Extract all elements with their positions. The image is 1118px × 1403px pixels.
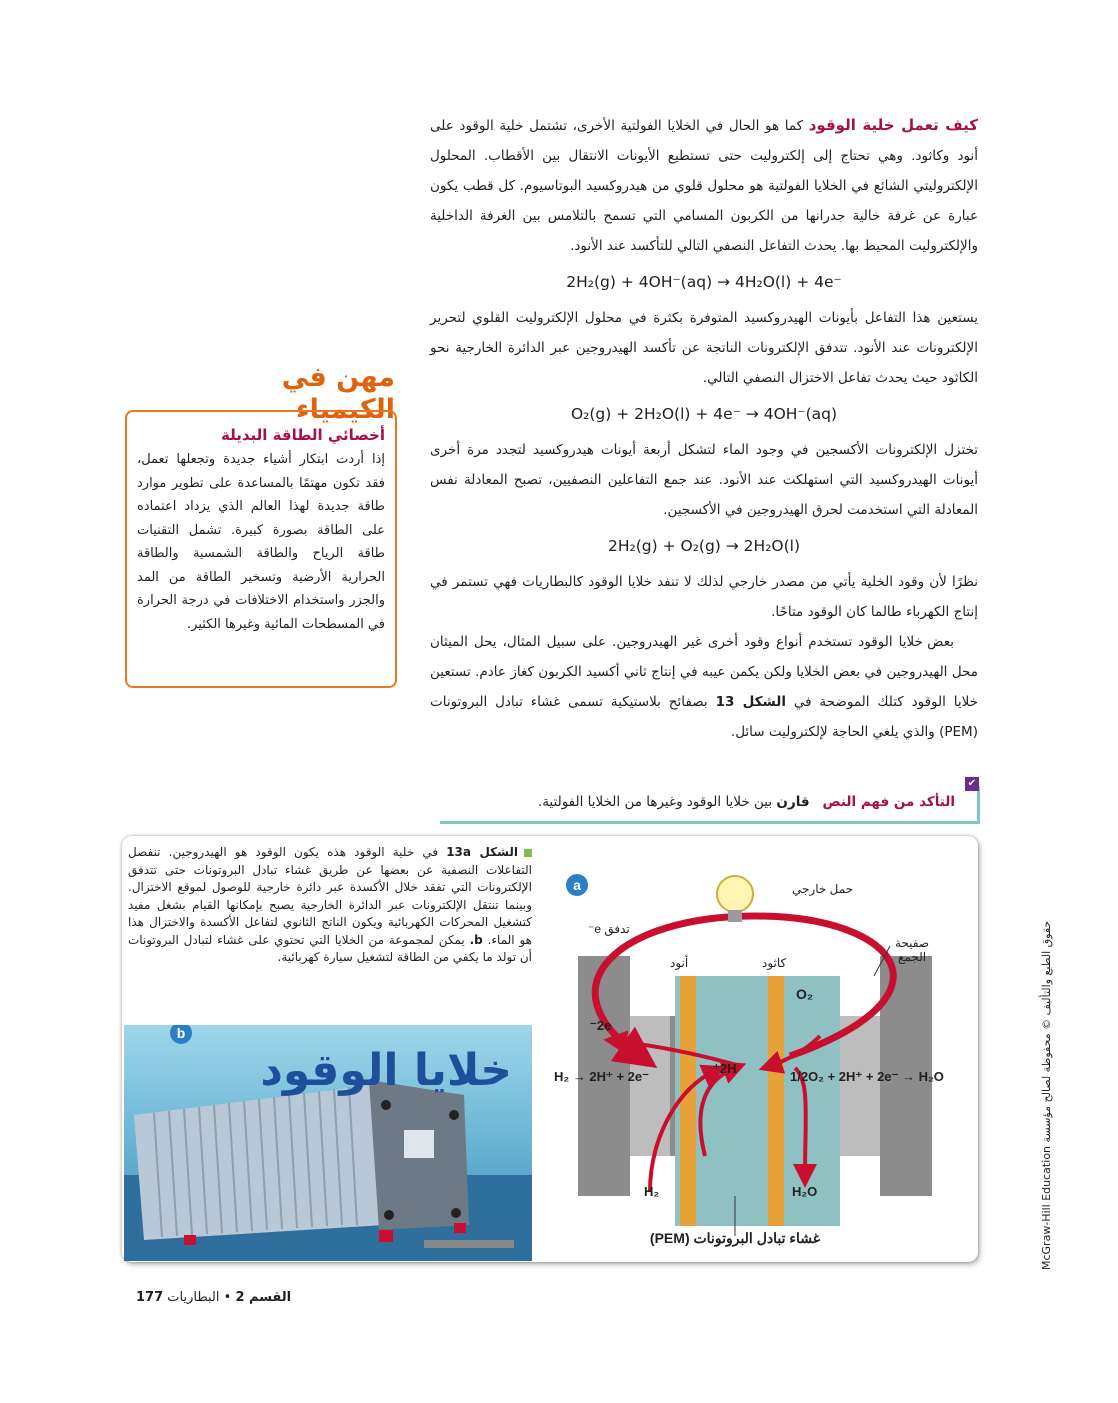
- career-body: إذا أردت ابتكار أشياء جديدة وتجعلها تعمل، فقد تكون مهتمًا بالمساعدة على تطوير موارد طاقة جديدة لهذا العالم الذي يزداد اعتماده على الطاقة بصورة كبيرة. تشمل التقنيات طاقة الرياح والطاقة الشمسية والطاقة الحرارية الأرضية وتسخير الطاقة من المد والجزر واستخدام الاختلافات في درجة الحرارة في المسطحات المائية وغيرها الكثير.: [137, 452, 385, 632]
- paragraph-2: يستعين هذا التفاعل بأيونات الهيدروكسيد المتوفرة بكثرة في محلول الإلكتروليت القلوي لتحرير الإلكترونات عند الأنود. تتدفق الإلكترونات الناتجة عن تأكسد الهيدروجين عبر الدائرة الخارجية نحو الكاثود حيث يحدث تفاعل الاختزال النصفي التالي.: [430, 310, 978, 386]
- reading-check-verb: قارن: [776, 794, 810, 810]
- figure-caption: الشكل 13a في خلية الوقود هذه يكون الوقود هو الهيدروجين. تنفصل التفاعلات النصفية عن بعضها عن طريق غشاء تبادل البروتونات حتى تتدفق الإلكترونات التي تفقد خلال الأكسدة عبر دائرة خارجية للوصول لموقع الاختزال. وبينما تنتقل الإلكترونات عبر الدائرة الخارجية يصبح بإمكانها القيام بشغل مفيد كتشغيل المحركات الكهربائية ويكون الناتج الثانوي لتفاعل الأكسدة والاختزال هذا هو الماء. b. يمكن لمجموعة من الخلايا التي تحتوي على غشاء لتبادل البروتونات أن تولد ما يكفي من الطاقة لتشغيل سيارة كهربائية.: [128, 845, 532, 964]
- reading-check: [455, 794, 955, 810]
- anode-label: أنود: [670, 956, 689, 970]
- career-box: [125, 410, 397, 688]
- paragraph-5: بعض خلايا الوقود تستخدم أنواع وقود أخرى غير الهيدروجين. على سبيل المثال، يحل الميثان محل الهيدروجين في بعض الخلايا ولكن يكمن عيبه في إنتاج ثاني أكسيد الكربون كغاز عادم. تستعين خلايا الوقود كتلك الموضحة في الشكل 13 بصفائح بلاستيكية تسمى غشاء تبادل البروتونات (PEM) والذي يلغي الحاجة لإلكتروليت سائل.: [430, 634, 979, 740]
- photo-label-b: b: [170, 1025, 192, 1044]
- fuel-cell-photo: [124, 1025, 532, 1261]
- pem-label: غشاء تبادل البروتونات (PEM): [649, 1230, 821, 1246]
- cathode-electrode: [768, 976, 784, 1226]
- cathode-label: كاثود: [762, 956, 787, 970]
- fuel-cell-diagram: [540, 856, 970, 1256]
- caption-bullet-icon: [524, 849, 532, 857]
- water-outlet-label: H₂O: [792, 1184, 818, 1199]
- anode-reaction-label: H₂ → 2H⁺ + 2e⁻: [554, 1069, 650, 1084]
- checkmark-icon: ✔: [965, 777, 979, 791]
- reading-check-label: التأكد من فهم النص: [822, 794, 955, 810]
- paragraph-1: كيف تعمل خلية الوقود كما هو الحال في الخلايا الفولتية الأخرى، تشتمل خلية الوقود على أنود وكاثود. وهي تحتاج إلى إلكتروليت حتى تستطيع الأيونات الانتقال بين الأقطاب. المحلول الإلكتروليتي الشائع في الخلايا الفولتية هو محلول قلوي من هيدروكسيد البوتاسيوم. كل قطب يكون عبارة عن غرفة خالية جدرانها من الكربون المسامي التي تسمح بالتلامس بين الغرفة الداخلية والإلكتروليت المحيط بها. يحدث التفاعل النصفي التالي للتأكسد عند الأنود.: [430, 116, 978, 254]
- paragraph-3: تختزل الإلكترونات الأكسجين في وجود الماء لتشكل أربعة أيونات هيدروكسيد لتجدد مرة أخرى أيونات الهيدروكسيد التي استهلكت عند الأنود. عند جمع التفاعلين النصفيين، تصبح المعادلة نفس المعادلة التي استخدمت لحرق الهيدروجين في الأكسجين.: [430, 442, 978, 518]
- page-footer: القسم 2 • البطاريات 177: [136, 1290, 292, 1305]
- photo-title: خلايا الوقود: [260, 1045, 512, 1096]
- o2-label: O₂: [796, 986, 814, 1002]
- figure-reference[interactable]: الشكل 13: [715, 694, 786, 710]
- caption-label: الشكل 13a: [446, 845, 518, 859]
- equation-overall: 2H₂(g) + O₂(g) → 2H₂O(l): [607, 537, 801, 555]
- section-heading: كيف تعمل خلية الوقود: [808, 116, 978, 134]
- diagram-label-a: a: [566, 874, 588, 896]
- career-subtitle: أخصائي الطاقة البديلة: [221, 426, 385, 444]
- paragraph-4: نظرًا لأن وقود الخلية يأتي من مصدر خارجي لذلك لا تنفد خلايا الوقود كالبطاريات فهي تستمر في إنتاج الكهرباء طالما كان الوقود متاحًا.: [430, 574, 978, 620]
- cathode-reaction-label: 1/2O₂ + 2H⁺ + 2e⁻ → H₂O: [790, 1069, 944, 1084]
- footer-chapter: البطاريات: [167, 1290, 220, 1305]
- anode-electrode: [680, 976, 696, 1226]
- hydrogen-inlet-label: H₂: [644, 1184, 660, 1199]
- equation-reduction: O₂(g) + 2H₂O(l) + 4e⁻ → 4OH⁻(aq): [570, 405, 838, 423]
- external-load-label: حمل خارجي: [792, 882, 854, 896]
- career-title: مهن في الكيمياء: [281, 362, 395, 425]
- collector-plate-label: صفيحة الجمع: [895, 936, 930, 964]
- main-text-column: [430, 110, 978, 747]
- copyright-credit: حقوق الطبع والتأليف © محفوظة لصالح مؤسسة McGraw-Hill Education: [1040, 920, 1053, 1270]
- hydrogen-ion-label: 2H⁺: [713, 1061, 737, 1076]
- electron-flow-label: تدفق e⁻: [588, 922, 630, 936]
- fuel-cell-schematic: [540, 856, 970, 1256]
- lightbulb-icon: [717, 876, 753, 912]
- footer-section: القسم 2: [235, 1290, 292, 1305]
- reading-check-text: بين خلايا الوقود وغيرها من الخلايا الفولتية.: [537, 794, 773, 810]
- two-electrons-label: 2e⁻: [590, 1018, 612, 1033]
- equation-oxidation: 2H₂(g) + 4OH⁻(aq) → 4H₂O(l) + 4e⁻: [566, 273, 842, 291]
- page-number: 177: [136, 1290, 164, 1305]
